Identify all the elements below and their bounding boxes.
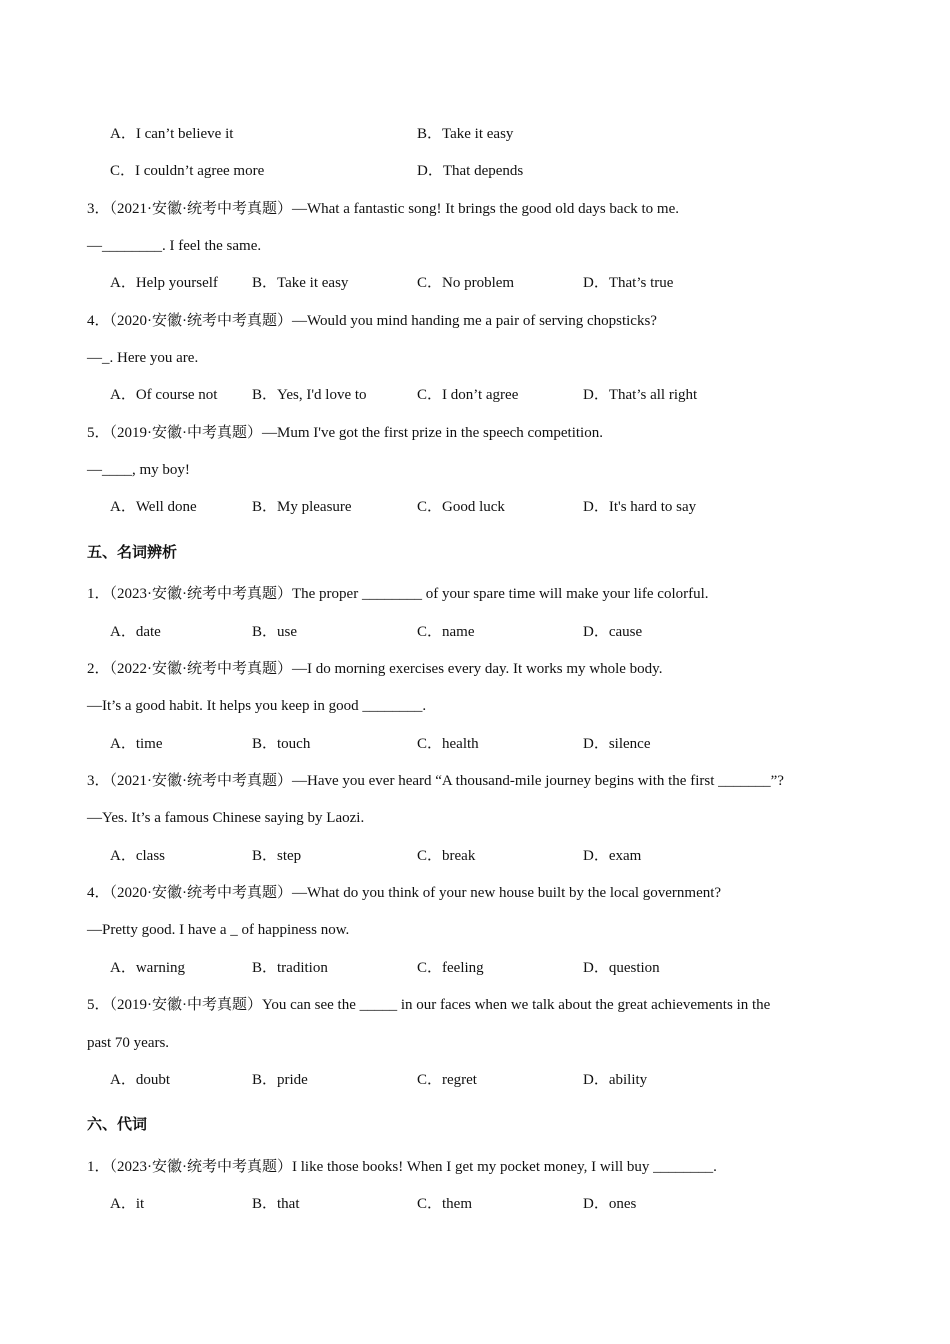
answer-option: C．Good luck xyxy=(417,499,505,515)
answer-option: D．cause xyxy=(583,624,643,640)
answer-option: B．tradition xyxy=(252,960,328,976)
answer-option: D．ones xyxy=(583,1196,637,1212)
answer-option: C．feeling xyxy=(417,960,484,976)
answer-options-row xyxy=(110,1070,870,1090)
answer-option: A．date xyxy=(110,624,161,640)
answer-option: D．ability xyxy=(583,1072,648,1088)
answer-option: B．step xyxy=(252,848,302,864)
answer-option: D．That’s all right xyxy=(583,387,698,403)
answer-option: A．warning xyxy=(110,960,185,976)
question-text: —____, my boy! xyxy=(87,462,190,478)
answer-options-row xyxy=(110,1194,870,1214)
answer-option: A．I can’t believe it xyxy=(110,126,234,142)
answer-option: B．Take it easy xyxy=(252,275,349,291)
answer-option: A．time xyxy=(110,736,163,752)
answer-option: B．Take it easy xyxy=(417,126,514,142)
answer-option: C．No problem xyxy=(417,275,515,291)
answer-options-row xyxy=(110,622,870,642)
answer-option: C．them xyxy=(417,1196,472,1212)
answer-option: A．class xyxy=(110,848,165,864)
answer-option: D．question xyxy=(583,960,660,976)
question-text: —Yes. It’s a famous Chinese saying by Laozi. xyxy=(87,810,365,826)
answer-option: C．name xyxy=(417,624,475,640)
answer-option: C．break xyxy=(417,848,476,864)
answer-option: B．touch xyxy=(252,736,311,752)
question-text: 3．（2021·安徽·统考中考真题）—What a fantastic song! It brings the good old days back to me. xyxy=(87,201,679,217)
answer-option: B．pride xyxy=(252,1072,308,1088)
question-text: 4．（2020·安徽·统考中考真题）—What do you think of your new house built by the local government? xyxy=(87,885,722,901)
question-text: 3．（2021·安徽·统考中考真题）—Have you ever heard “A thousand-mile journey begins with the first _______”? xyxy=(87,773,784,789)
question-text: 2．（2022·安徽·统考中考真题）—I do morning exercises every day. It works my whole body. xyxy=(87,661,663,677)
answer-option: B．that xyxy=(252,1196,300,1212)
answer-option: C．I couldn’t agree more xyxy=(110,163,265,179)
question-text: —It’s a good habit. It helps you keep in good ________. xyxy=(87,698,427,714)
answer-option: A．Of course not xyxy=(110,387,218,403)
answer-options-row xyxy=(110,385,870,405)
answer-option: A．it xyxy=(110,1196,145,1212)
question-text: —________. I feel the same. xyxy=(87,238,262,254)
answer-option: A．Well done xyxy=(110,499,197,515)
answer-option: A．Help yourself xyxy=(110,275,218,291)
answer-option: B．use xyxy=(252,624,298,640)
answer-options-row xyxy=(110,846,870,866)
answer-options-row xyxy=(110,273,870,293)
answer-option: B．My pleasure xyxy=(252,499,352,515)
answer-option: C．regret xyxy=(417,1072,477,1088)
answer-options-row xyxy=(110,958,870,978)
section-heading: 六、代词 xyxy=(87,1115,148,1133)
answer-options-row xyxy=(110,497,870,517)
answer-options-row xyxy=(110,734,870,754)
answer-option: B．Yes, I'd love to xyxy=(252,387,367,403)
answer-options-row xyxy=(110,124,870,144)
question-text: —_. Here you are. xyxy=(87,350,199,366)
question-text: 1．（2023·安徽·统考中考真题）I like those books! When I get my pocket money, I will buy ________. xyxy=(87,1159,717,1175)
answer-option: D．That’s true xyxy=(583,275,674,291)
answer-option: C．health xyxy=(417,736,479,752)
answer-option: D．silence xyxy=(583,736,651,752)
question-text: 4．（2020·安徽·统考中考真题）—Would you mind handing me a pair of serving chopsticks? xyxy=(87,313,657,329)
question-text: past 70 years. xyxy=(87,1035,170,1051)
answer-option: C．I don’t agree xyxy=(417,387,519,403)
section-heading: 五、名词辨析 xyxy=(87,543,178,561)
answer-option: D．That depends xyxy=(417,163,524,179)
question-text: 1．（2023·安徽·统考中考真题）The proper ________ of your spare time will make your life colorful. xyxy=(87,586,709,602)
answer-options-row xyxy=(110,161,870,181)
answer-option: D．exam xyxy=(583,848,642,864)
question-text: 5．（2019·安徽·中考真题）You can see the _____ in our faces when we talk about the great achievements in the xyxy=(87,997,771,1013)
question-text: 5．（2019·安徽·中考真题）—Mum I've got the first prize in the speech competition. xyxy=(87,425,603,441)
answer-option: D．It's hard to say xyxy=(583,499,697,515)
answer-option: A．doubt xyxy=(110,1072,171,1088)
question-text: —Pretty good. I have a _ of happiness now. xyxy=(87,922,350,938)
